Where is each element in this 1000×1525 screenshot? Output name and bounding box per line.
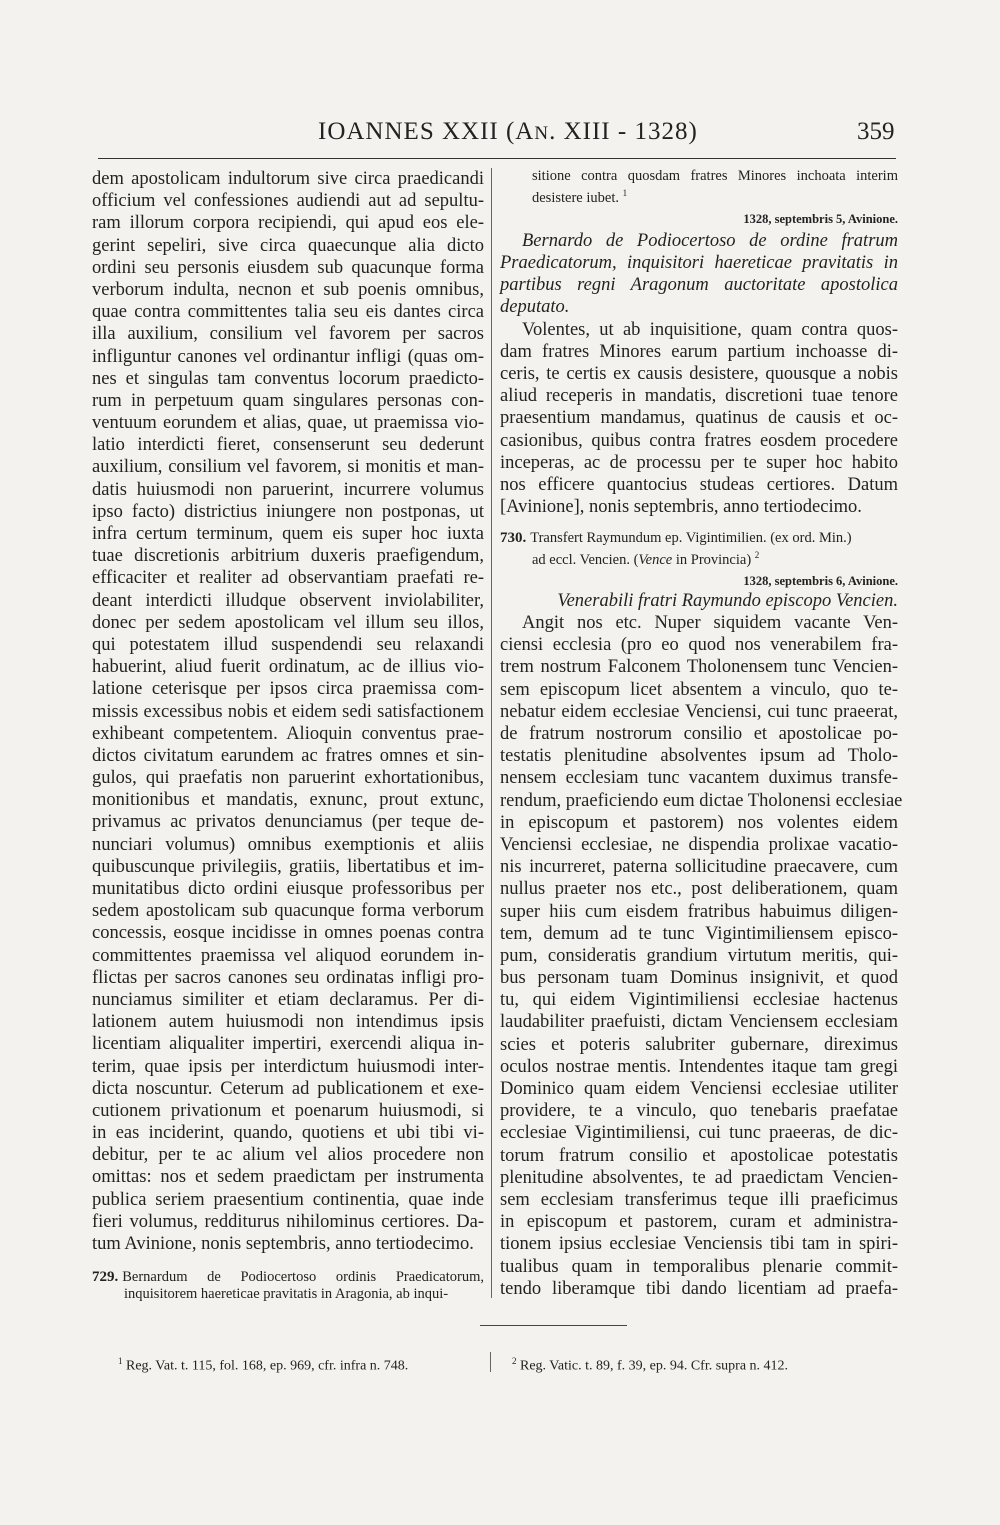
text-line: ordini seu personis eiusdem sub quacunque forma (92, 257, 484, 278)
text-line: in episcopum et pastorem, curam et administra- (500, 1212, 898, 1233)
entry-730-date: 1328, septembris 6, Avinione. (743, 574, 898, 589)
text-line: munitatibus dicto ordini eiusque professoribus per (92, 879, 484, 899)
text-line: efficaciter et realiter ad observantiam praefati re- (92, 568, 484, 589)
text-line: [Avinione], nonis septembris, anno tertiodecimo. (500, 497, 862, 518)
footnote-1 (118, 1356, 408, 1375)
entry-729-letter (500, 319, 898, 519)
right-column (500, 168, 903, 1300)
addressee-line: deputato. (500, 297, 570, 318)
text-line: nensem ecclesiam tunc vacantem duximus transfe- (500, 768, 898, 789)
text-line: in episcopum et pastorem) nos volentes eidem (500, 812, 898, 833)
text-line: habuerint, aliud fuerit ordinatum, ac de illius vio- (92, 657, 484, 678)
text-line: auxilium, consilium vel favorem, si monitis et man- (92, 457, 484, 478)
column-divider (491, 168, 492, 1298)
text-line: testatis plenitudine absolventes ipsum ad Tholo- (500, 746, 898, 767)
text-line: concessis, eosque incidisse in omnes poenas contra (92, 923, 484, 944)
text-line: ciensi ecclesia (pro eo quod nos venerabilem fra- (500, 635, 898, 656)
text-line: dictos civitatum earundem ac fratres omnes et sin- (92, 745, 484, 766)
text-line: trem nostrum Falconem Tholonensem tunc Vencien- (500, 657, 898, 678)
text-line: verborum indulta, necnon et sub poenis omnibus, (92, 279, 484, 300)
text-line: quae contra committentes talia seu eis dantes circa (92, 302, 484, 323)
footnote-marker: 1 (622, 188, 628, 198)
text-line: fieri volumus, redditurus nihilominus certiores. Da- (92, 1211, 484, 1232)
text-line: aliud receperis in mandatis, discretioni tuae tenore (500, 386, 898, 407)
text-line: nis incurreret, paterna sollicitudine praecavere, cum (500, 857, 898, 878)
running-title-part: . XIII - 1328) (549, 118, 698, 145)
header-rule (98, 158, 896, 159)
entry-number: 730. (500, 530, 527, 547)
entry-729-addressee (500, 230, 898, 319)
entry-summary-line: inquisitorem haereticae pravitatis in Aragonia, ab inqui- (124, 1286, 449, 1303)
text-line: dicta noscuntur. Ceterum ad publicationem et exe- (92, 1078, 484, 1099)
text-line: latio interdicti fieret, consenserunt seu dederunt (92, 435, 484, 456)
text-line: oculos nostrae mentis. Intendentes itaque tam gregi (500, 1056, 898, 1077)
entry-729-summary-continued: sitione contra quosdam fratres Minores inchoata interim (532, 168, 898, 184)
addressee-line: Bernardo de Podiocertoso de ordine fratrum (522, 230, 898, 251)
addressee-line: Praedicatorum, inquisitori haereticae pravitatis in (500, 253, 898, 274)
text-line: nes et singulas tam conventus locorum praedicto- (92, 368, 484, 389)
text-line: gerint sepeliri, sive circa quaecunque alia dicto (92, 235, 484, 256)
footnote-2 (512, 1356, 788, 1375)
text-line: ceris, te certis ex causis desistere, quousque a nobis (500, 363, 898, 384)
text-line: omittas: nos et sedem praedictam per instrumenta (92, 1167, 484, 1188)
text-line: dam fratres Minores earum partium inchoasse di- (500, 341, 898, 362)
text-line: ventuum eorundem et alias, quae, ut praemissa vio- (92, 413, 484, 434)
text-line: lationem autem huiusmodi non intendimus ipsis (92, 1012, 484, 1033)
entry-729-summary-continued-end (500, 185, 898, 207)
text-line: dem apostolicam indultorum sive circa praedicandi (92, 169, 484, 189)
text-line: ram illorum corpora recipiendi, qui apud eos ele- (92, 213, 484, 234)
entry-summary-line: Transfert Raymundum ep. Vigintimilien. (ex ord. Min.) (530, 530, 852, 547)
text-line: nunciamus similiter et etiam declaramus. Per di- (92, 989, 484, 1010)
text-line: nunciari volumus) omnibus exemptionis et aliis (92, 834, 484, 855)
text-line: nullus praeter nos etc., post deliberationem, quam (500, 879, 898, 900)
text-line: Dominico quam eidem Venciensi ecclesiae utiliter (500, 1079, 898, 1100)
text-line: ipso facto) districtius iniungere non postponas, ut (92, 501, 484, 522)
entry-summary-line: desistere iubet. (532, 189, 619, 206)
text-line: qui potestatem illud suspendendi seu relaxandi (92, 634, 484, 655)
text-line: debitur, per te ac alium vel alios procedere non (92, 1145, 484, 1166)
entry-729-summary (92, 1269, 484, 1303)
text-line: infliguntur canones vel ordinantur infligi (quas om- (92, 346, 484, 367)
entry-summary-part: ad eccl. Vencien. ( (532, 552, 639, 569)
footnote-marker: 1 (118, 1356, 123, 1366)
text-line: tuae discretionis arbitrium duxeris praefigendum, (92, 546, 484, 567)
text-line: tionem ipsius ecclesiae Venciensis tibi tam in spiri- (500, 1234, 898, 1255)
text-line: tu, qui eidem Vigintimiliensi ecclesiae hactenus (500, 990, 898, 1011)
text-line: tualibus quam in temporalibus plenarie commit- (500, 1256, 898, 1277)
footnote-marker: 2 (754, 550, 760, 561)
text-line: Angit nos etc. Nuper siquidem vacante Ven- (522, 613, 898, 634)
text-line: in eas inciderint, quando, quotiens et ubi tibi vi- (92, 1123, 484, 1144)
text-line: rendum, praeficiendo eum dictae Tholonensi ecclesiae (500, 790, 903, 811)
text-line: officium vel confessiones audiendi aut ad sepultu- (92, 191, 484, 212)
running-title (318, 118, 698, 146)
text-line: super hiis cum eisdem fratribus habuimus diligen- (500, 901, 898, 922)
text-line: terim, quae ipsis per interdictum huiusmodi inter- (92, 1056, 484, 1077)
entry-summary-line (500, 547, 898, 569)
text-line: publica seriem praesentium continentia, quae inde (92, 1189, 484, 1210)
text-line: infra certum terminum, quem eis super hoc iuxta (92, 524, 484, 544)
text-line: flictas per sacros canones seu ordinatas infligi pro- (92, 967, 484, 988)
footnote-rule (480, 1325, 627, 1326)
text-line: laudabiliter praefuisti, dictam Venciensem ecclesiam (500, 1012, 898, 1033)
text-line: exhibeant competentem. Alioquin conventus prae- (92, 723, 484, 744)
text-line: Volentes, ut ab inquisitione, quam contra quos- (522, 319, 898, 340)
text-line: gulos, qui praefatis non paruerint exhortationibus, (92, 768, 484, 789)
left-column-text (92, 168, 484, 1255)
text-line: nos efficere quantocius studeas certiores. Datum (500, 474, 898, 495)
entry-summary-part: in Provincia) (672, 552, 752, 569)
text-line: licentiam aliqualiter impertiri, exercendi aliqua in- (92, 1034, 484, 1055)
running-title-part: IOANNES XXII (A (318, 118, 535, 145)
text-line: inceperas, ac de processu per te super hoc habito (500, 452, 898, 473)
running-title-smallcaps: N (534, 123, 550, 144)
footnote-text: Reg. Vat. t. 115, fol. 168, ep. 969, cfr. infra n. 748. (126, 1358, 409, 1374)
left-column (92, 168, 484, 1303)
text-line: rum in perpetuum quam singulares personas con- (92, 390, 484, 411)
text-line: plenitudine absolventes, te ad praedictam Vencien- (500, 1167, 898, 1188)
entry-730-summary (500, 530, 898, 569)
entry-summary-line: Bernardum de Podiocertoso ordinis Praedicatorum, (122, 1269, 484, 1286)
text-line: latione ceterisque per ipsos circa praemissa com- (92, 679, 484, 700)
text-line: sedem apostolicam sub quacunque forma verborum (92, 901, 484, 922)
entry-729-date: 1328, septembris 5, Avinione. (743, 211, 898, 226)
place-name: Vence (638, 552, 673, 569)
text-line: missis excessibus nobis et eidem sedi satisfactionem (92, 701, 484, 722)
text-line: committentes praemissa vel aliquod eorundem in- (92, 945, 484, 966)
footnote-marker: 2 (512, 1356, 517, 1366)
text-line: ecclesiae Vigintimiliensi, cui tunc praeeras, de dic- (500, 1123, 898, 1144)
entry-730-addressee: Venerabili fratri Raymundo episcopo Vencien. (557, 591, 898, 612)
text-line: privamus ac privatos denunciamus (per teque de- (92, 812, 484, 833)
text-line: scies et poteris salubriter gubernare, direximus (500, 1034, 898, 1055)
text-line: pum, consideratis grandium virtutum meritis, qui- (500, 945, 898, 966)
text-line: sem ecclesiam transferimus teque illi praeficimus (500, 1189, 898, 1210)
text-line: donec per sedem apostolicam vel illum seu illos, (92, 612, 484, 633)
footnote-text: Reg. Vatic. t. 89, f. 39, ep. 94. Cfr. supra n. 412. (520, 1358, 789, 1374)
text-line: casionibus, quibus contra fratres eosdem procedere (500, 430, 898, 451)
text-line: de fratrum nostrorum consilio et apostolicae po- (500, 724, 898, 745)
text-line: tem, demum ad te tunc Vigintimiliensem episco- (500, 923, 898, 944)
page-number: 359 (857, 118, 895, 145)
text-line: illa auxilium, consilium vel favorem per sacros (92, 324, 484, 345)
text-line: nebatur eidem ecclesiae Venciensi, cui tunc praeerat, (500, 701, 898, 722)
text-line: deant interdicti illudque observent inviolabiliter, (92, 590, 484, 611)
text-line: quibuscunque privilegiis, gratiis, libertatibus et im- (92, 856, 484, 877)
text-line: datis huiusmodi non paruerint, incurrere volumus (92, 479, 484, 500)
text-line: cutionem privationum et poenarum huiusmodi, si (92, 1100, 484, 1121)
text-line: bus personam tuam Dominus insignivit, et quod (500, 968, 898, 989)
text-line: providere, te a vinculo, quo tenebaris praefatae (500, 1101, 898, 1122)
text-line: monitionibus et mandatis, exnunc, prout extunc, (92, 790, 484, 811)
text-line: Venciensi ecclesiae, ne dispendia prolixae vacatio- (500, 834, 898, 855)
text-line: torum fratrum consilio et apostolicae potestatis (500, 1145, 898, 1166)
text-line: tum Avinione, nonis septembris, anno tertiodecimo. (92, 1234, 474, 1254)
text-line: tendo liberamque tibi dando licentiam ad praefa- (500, 1278, 898, 1299)
footnote-divider (490, 1352, 491, 1372)
running-header (0, 118, 1000, 158)
text-line: sem episcopum licet absentem a vinculo, quo te- (500, 679, 898, 700)
entry-730-letter (500, 612, 903, 1300)
addressee-line: partibus regni Aragonum auctoritate apostolica (500, 275, 898, 296)
text-line: praesentium mandamus, quatinus de causis et oc- (500, 408, 898, 429)
entry-number: 729. (92, 1269, 119, 1286)
